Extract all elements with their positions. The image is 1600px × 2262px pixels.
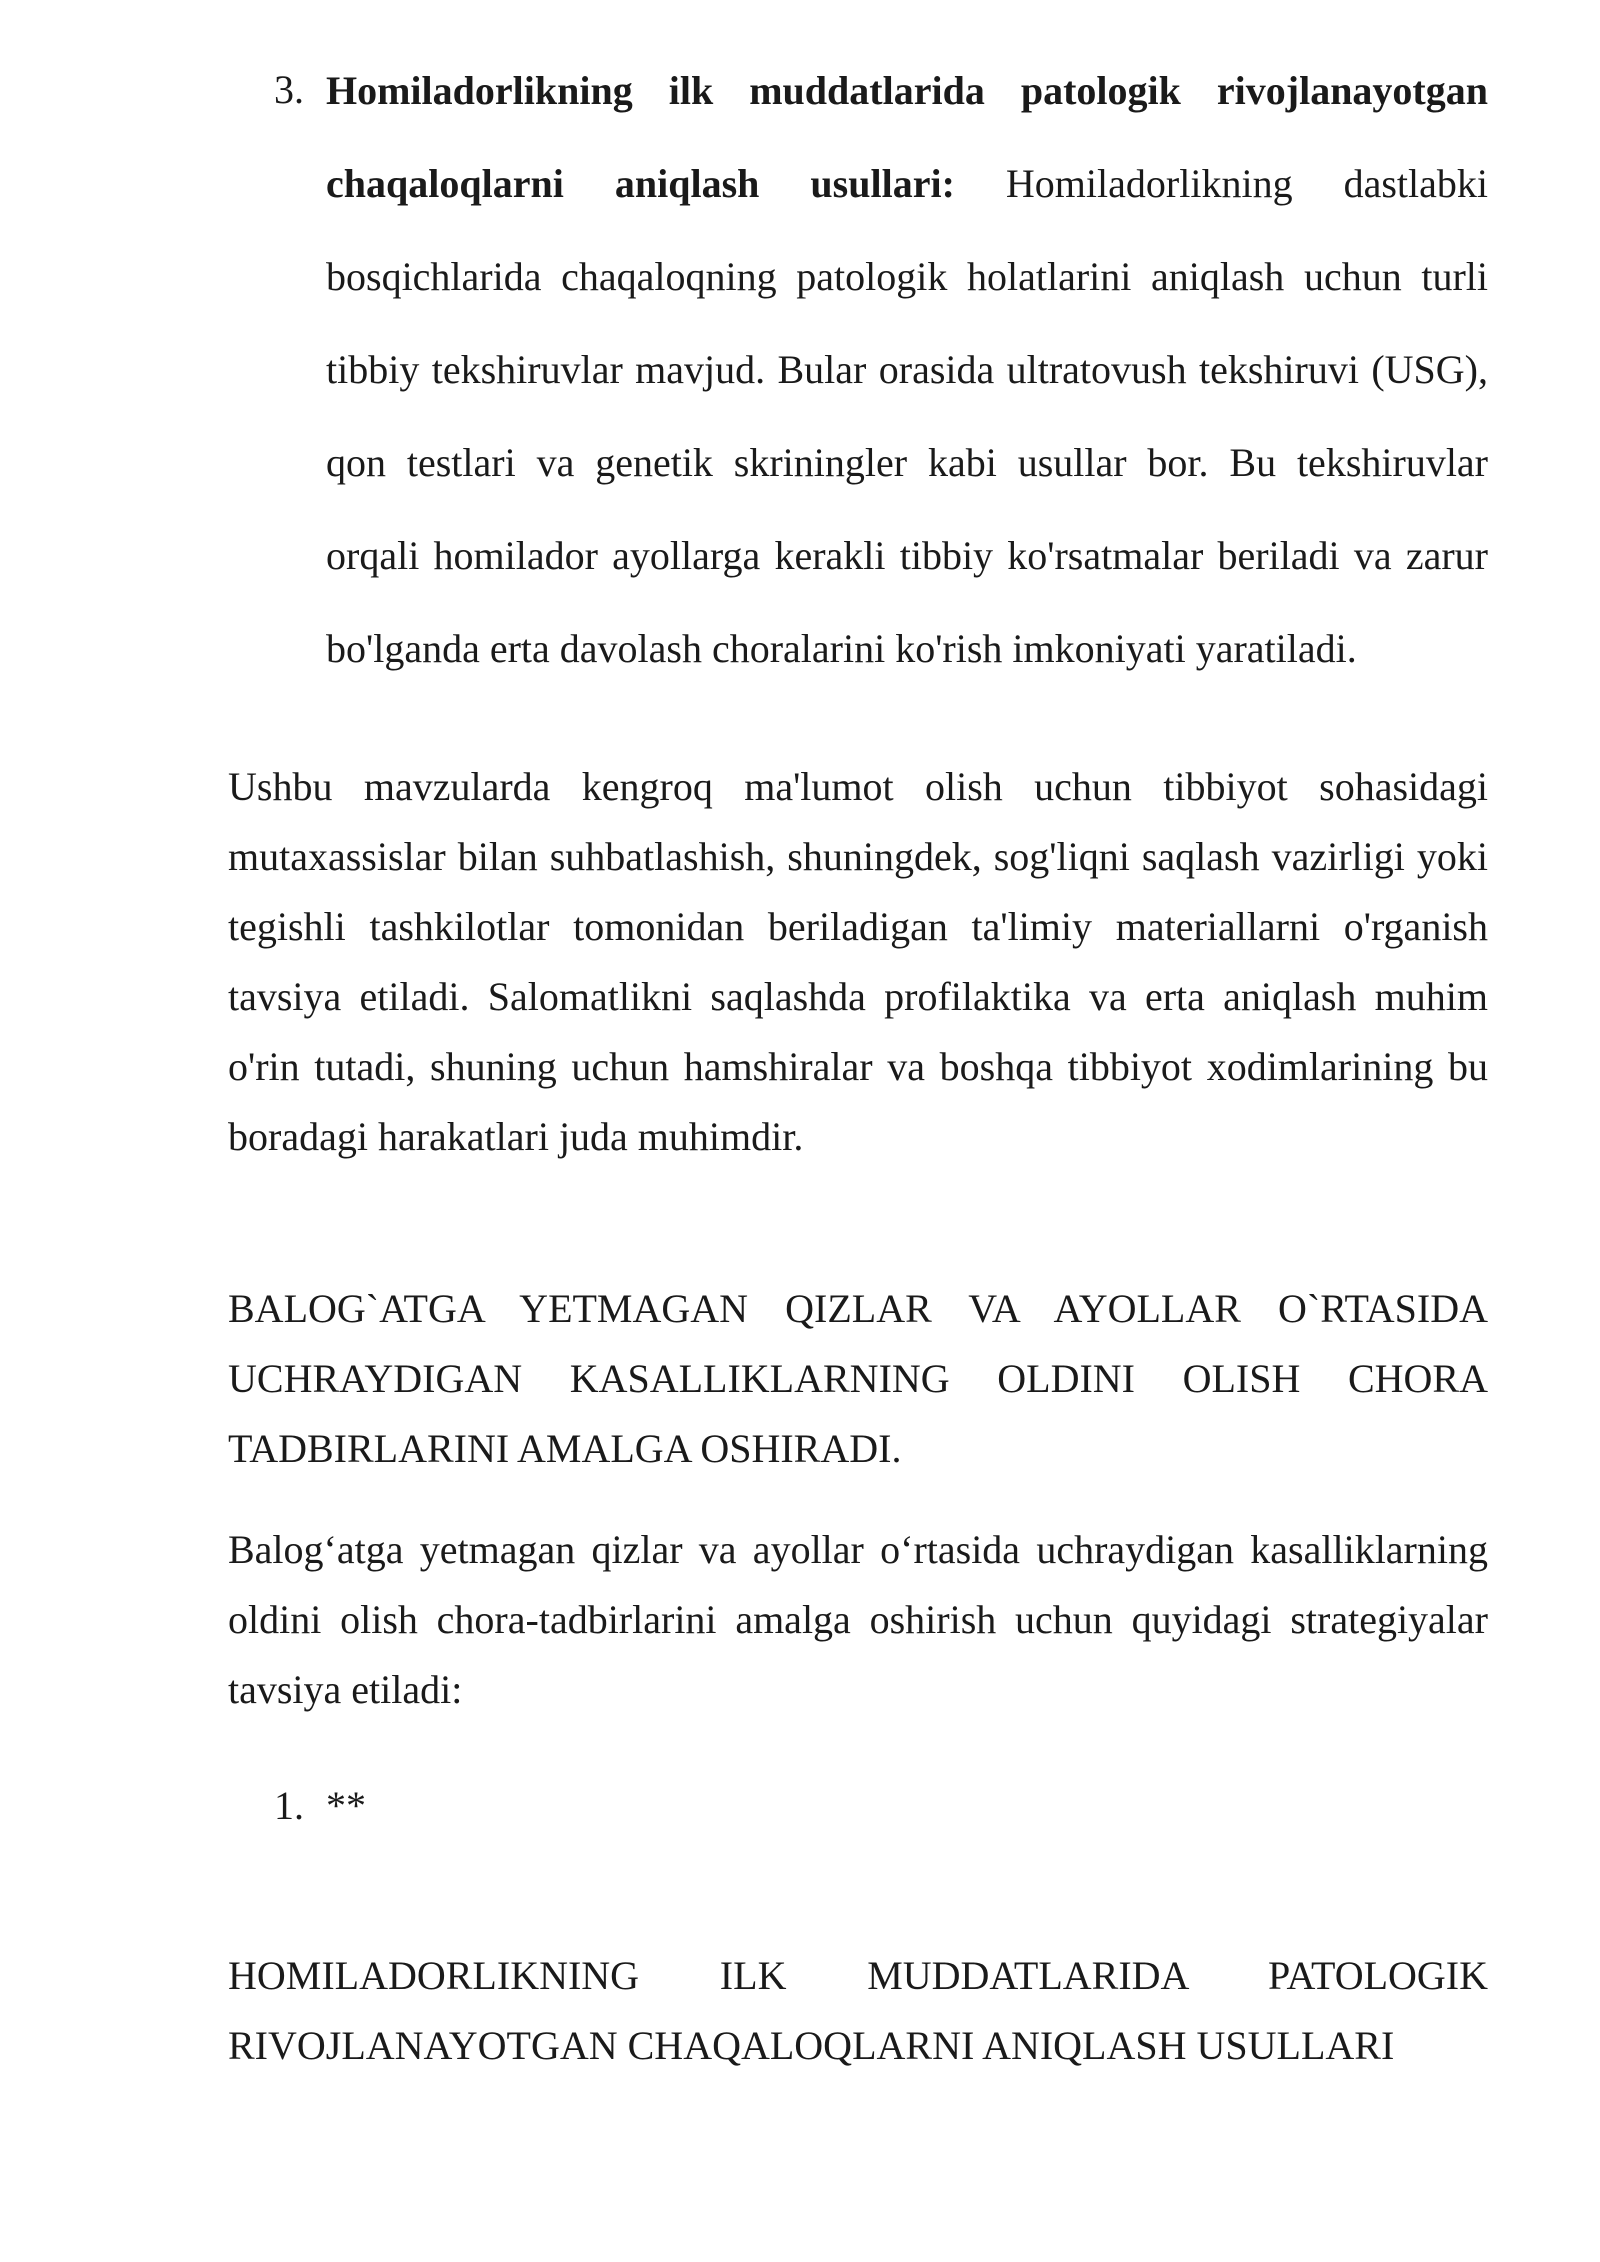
list-item-text: ** — [326, 1783, 366, 1828]
list-item-bold-title: Homiladorlikning ilk muddatlarida patologik rivojlanayotgan chaqaloqlarni aniqlash usullari: — [326, 68, 1488, 206]
body-paragraph: Ushbu mavzularda kengroq ma'lumot olish uchun tibbiyot sohasidagi mutaxassislar bilan suhbatlashish, shuningdek, sog'liqni saqlash vazirligi yoki tegishli tashkilotlar tomonidan beriladigan ta'limiy materiallarni o'rganish tavsiya etiladi. Salomatlikni saqlashda profilaktika va erta aniqlash muhim o'rin tutadi, shuning uchun hamshiralar va boshqa tibbiyot xodimlarining bu boradagi harakatlari juda muhimdir. — [228, 764, 1488, 1159]
list-number: 1. — [274, 1783, 304, 1828]
numbered-list-item-1 — [274, 1776, 366, 1836]
body-paragraph: Balog‘atga yetmagan qizlar va ayollar o‘rtasida uchraydigan kasalliklarning oldini olish chora-tadbirlarini amalga oshirish uchun quyidagi strategiyalar tavsiya etiladi: — [228, 1527, 1488, 1712]
list-item-text — [326, 44, 1488, 695]
list-item-body: Homiladorlikning dastlabki bosqichlarida chaqaloqning patologik holatlarini aniqlash uchun turli tibbiy tekshiruvlar mavjud. Bular orasida ultratovush tekshiruvi (USG), qon testlari va genetik skriningler kabi usullar bor. Bu tekshiruvlar orqali homilador ayollarga kerakli tibbiy ko'rsatmalar beriladi va zarur bo'lganda erta davolash choralarini ko'rish imkoniyati yaratiladi. — [326, 161, 1488, 671]
section-heading: HOMILADORLIKNING ILK MUDDATLARIDA PATOLOGIK RIVOJLANAYOTGAN CHAQALOQLARNI ANIQLASH USULLARI — [228, 1953, 1488, 2068]
list-number: 3. — [274, 67, 304, 112]
section-heading: BALOG`ATGA YETMAGAN QIZLAR VA AYOLLAR O`RTASIDA UCHRAYDIGAN KASALLIKLARNING OLDINI OLISH CHORA TADBIRLARINI AMALGA OSHIRADI. — [228, 1286, 1488, 1471]
